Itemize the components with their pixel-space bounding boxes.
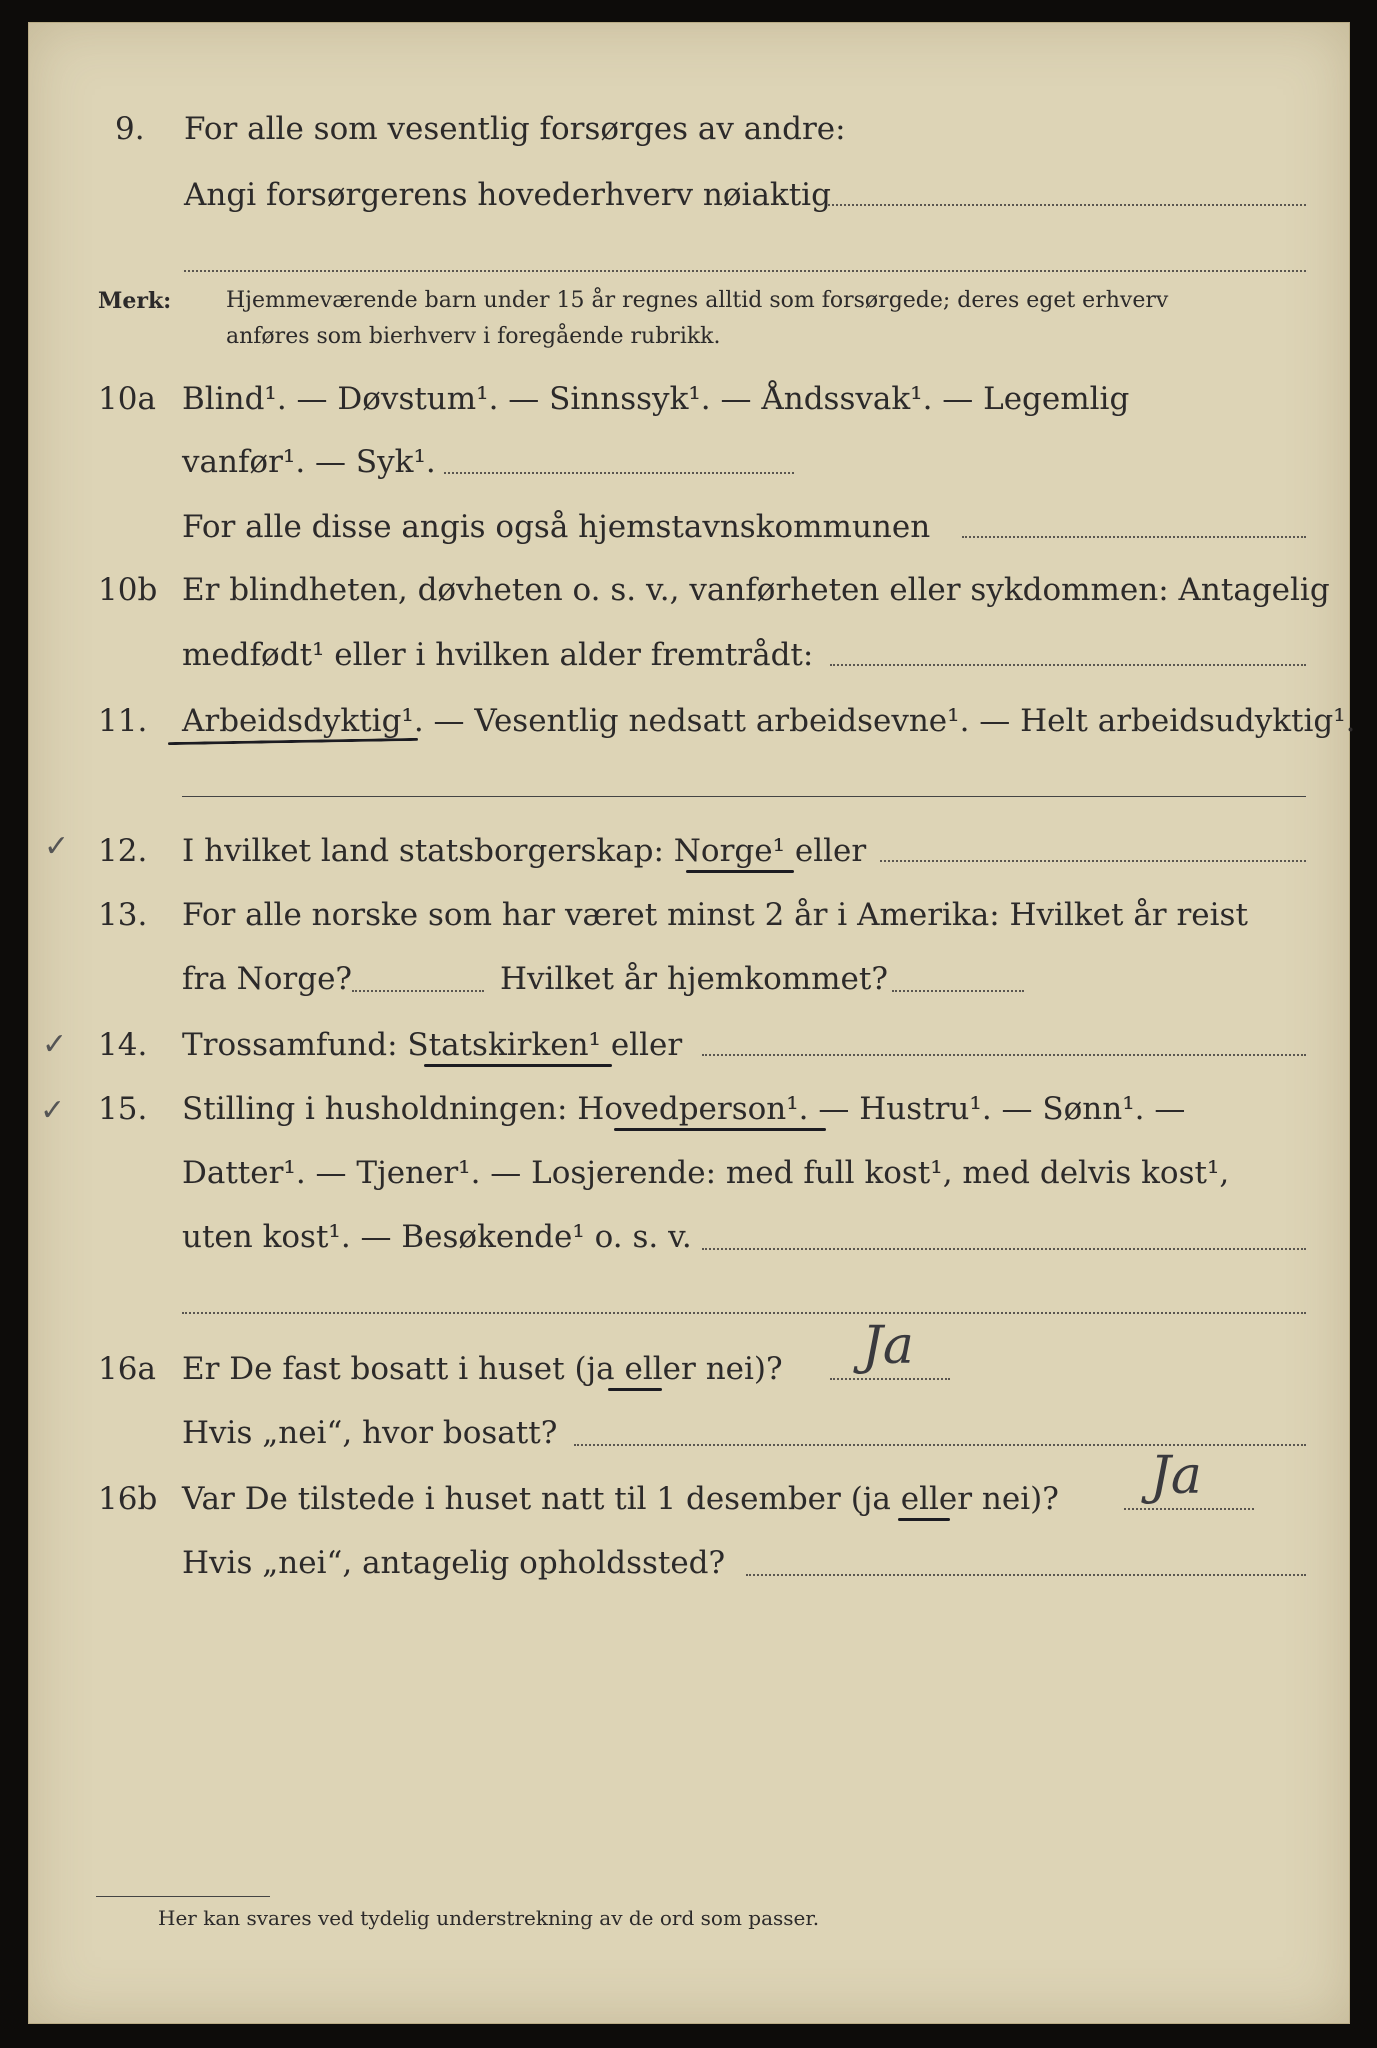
q16b-handwritten-answer: Ja [1150, 1446, 1202, 1506]
q16b-line2: Hvis „nei“, antagelig opholdssted? [182, 1545, 726, 1581]
q14-number: 14. [98, 1027, 148, 1063]
q12-line1: I hvilket land statsborgerskap: Norge¹ eller [182, 833, 867, 869]
q10b-line1: Er blindheten, døvheten o. s. v., vanførheten eller sykdommen: Antagelig [182, 572, 1330, 608]
q9-answer-line-2 [184, 270, 1306, 272]
q10a-line1: Blind¹. — Døvstum¹. — Sinnssyk¹. — Åndssvak¹. — Legemlig [182, 381, 1130, 417]
merk-line2: anføres som bierhverv i foregående rubrikk. [226, 324, 721, 349]
q9-answer-line [828, 204, 1306, 206]
q15-answer-line [702, 1248, 1306, 1250]
q16b-opholdssted-line [746, 1574, 1306, 1576]
q12-underline-norge [686, 870, 794, 873]
q10a-answer-line [444, 472, 794, 474]
q15-answer-line-2 [182, 1312, 1306, 1314]
q16a-line1: Er De fast bosatt i huset (ja eller nei)? [182, 1351, 783, 1387]
q16a-answer-line [830, 1378, 950, 1380]
q16b-underline-ja [898, 1518, 950, 1521]
q16a-handwritten-answer: Ja [862, 1316, 914, 1376]
q9-number: 9. [115, 111, 145, 147]
q9-line2: Angi forsørgerens hovederhverv nøiaktig [184, 177, 831, 213]
q13-line2b: Hvilket år hjemkommet? [500, 961, 888, 997]
q16a-number: 16a [98, 1351, 156, 1387]
q10a-kommune-line [962, 536, 1306, 538]
q14-answer-line [702, 1054, 1306, 1056]
q13-number: 13. [98, 897, 148, 933]
q11-number: 11. [98, 703, 148, 739]
q15-line1: Stilling i husholdningen: Hovedperson¹. — Hustru¹. — Sønn¹. — [182, 1091, 1186, 1127]
q13-line1: For alle norske som har været minst 2 år i Amerika: Hvilket år reist [182, 897, 1248, 933]
checkmark-icon: ✓ [40, 1093, 66, 1128]
q10a-line2: vanfør¹. — Syk¹. [182, 444, 436, 480]
q10a-number: 10a [98, 381, 156, 417]
q10b-number: 10b [98, 572, 158, 608]
q13-reist-line [352, 990, 484, 992]
q9-line1: For alle som vesentlig forsørges av andre: [184, 111, 846, 147]
q11-answer-line [182, 796, 1306, 797]
q11-line1: Arbeidsdyktig¹. — Vesentlig nedsatt arbeidsevne¹. — Helt arbeidsudyktig¹. [182, 703, 1356, 739]
q16b-answer-line [1124, 1508, 1254, 1510]
q13-hjemkommet-line [892, 990, 1024, 992]
merk-label: Merk: [98, 288, 172, 314]
q16b-line1: Var De tilstede i huset natt til 1 desember (ja eller nei)? [182, 1481, 1059, 1517]
q16a-underline-ja [608, 1388, 662, 1391]
q16b-number: 16b [98, 1481, 158, 1517]
q10b-line2: medfødt¹ eller i hvilken alder fremtrådt: [182, 637, 814, 673]
q14-line1: Trossamfund: Statskirken¹ eller [182, 1027, 683, 1063]
q15-line3: uten kost¹. — Besøkende¹ o. s. v. [182, 1219, 692, 1255]
checkmark-icon: ✓ [44, 829, 70, 864]
checkmark-icon: ✓ [42, 1027, 68, 1062]
q10a-line3: For alle disse angis også hjemstavnskommunen [182, 509, 931, 545]
q12-number: 12. [98, 833, 148, 869]
merk-line1: Hjemmeværende barn under 15 år regnes alltid som forsørgede; deres eget erhverv [226, 288, 1169, 313]
q13-line2a: fra Norge? [182, 961, 353, 997]
q15-underline-hovedperson [614, 1128, 826, 1131]
footnote: Her kan svares ved tydelig understrekning av de ord som passer. [158, 1906, 820, 1930]
q15-line2: Datter¹. — Tjener¹. — Losjerende: med full kost¹, med delvis kost¹, [182, 1155, 1230, 1191]
q12-answer-line [880, 860, 1306, 862]
footnote-rule [96, 1896, 270, 1897]
q10b-answer-line [830, 664, 1306, 666]
q14-underline-statskirken [424, 1064, 612, 1067]
q15-number: 15. [98, 1091, 148, 1127]
census-form-page [28, 22, 1350, 2024]
q16a-line2: Hvis „nei“, hvor bosatt? [182, 1415, 558, 1451]
